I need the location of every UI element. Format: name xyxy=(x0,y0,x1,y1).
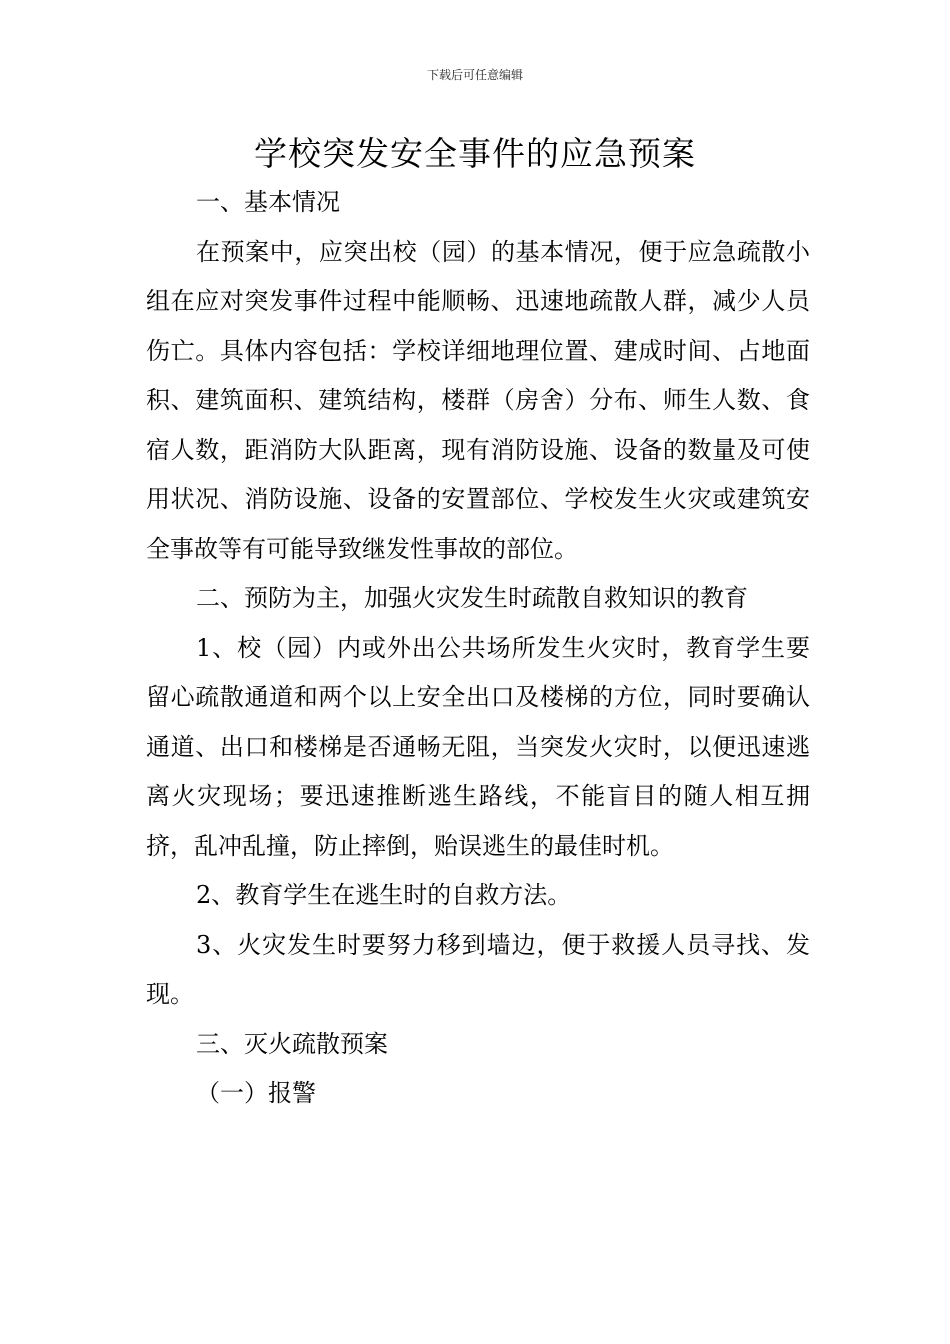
document-title: 学校突发安全事件的应急预案 xyxy=(254,134,696,173)
list-item-3: 3、火灾发生时要努力移到墙边，便于救援人员寻找、发现。 xyxy=(146,930,810,1008)
list-item-2: 2、教育学生在逃生时的自救方法。 xyxy=(196,881,572,909)
section-heading-1: 一、基本情况 xyxy=(196,188,340,216)
section-heading-2: 二、预防为主，加强火灾发生时疏散自救知识的教育 xyxy=(196,584,748,612)
subsection-heading-1: （一）报警 xyxy=(196,1079,316,1107)
document-body xyxy=(146,178,810,1119)
header-note: 下载后可任意编辑 xyxy=(426,68,523,82)
list-item-1: 1、校（园）内或外出公共场所发生火灾时，教育学生要留心疏散通道和两个以上安全出口及楼梯的方位，同时要确认通道、出口和楼梯是否通畅无阻，当突发火灾时，以便迅速逃离火灾现场；要迅速推断逃生路线，不能盲目的随人相互拥挤，乱冲乱撞，防止摔倒，贻误逃生的最佳时机。 xyxy=(146,633,810,860)
section-heading-3: 三、灭火疏散预案 xyxy=(196,1029,388,1058)
paragraph-basic-info: 在预案中，应突出校（园）的基本情况，便于应急疏散小组在应对突发事件过程中能顺畅、迅速地疏散人群，减少人员伤亡。具体内容包括：学校详细地理位置、建成时间、占地面积、建筑面积、建筑结构，楼群（房舍）分布、师生人数、食宿人数，距消防大队距离，现有消防设施、设备的数量及可使用状况、消防设施、设备的安置部位、学校发生火灾或建筑安全事故等有可能导致继发性事故的部位。 xyxy=(146,237,810,563)
